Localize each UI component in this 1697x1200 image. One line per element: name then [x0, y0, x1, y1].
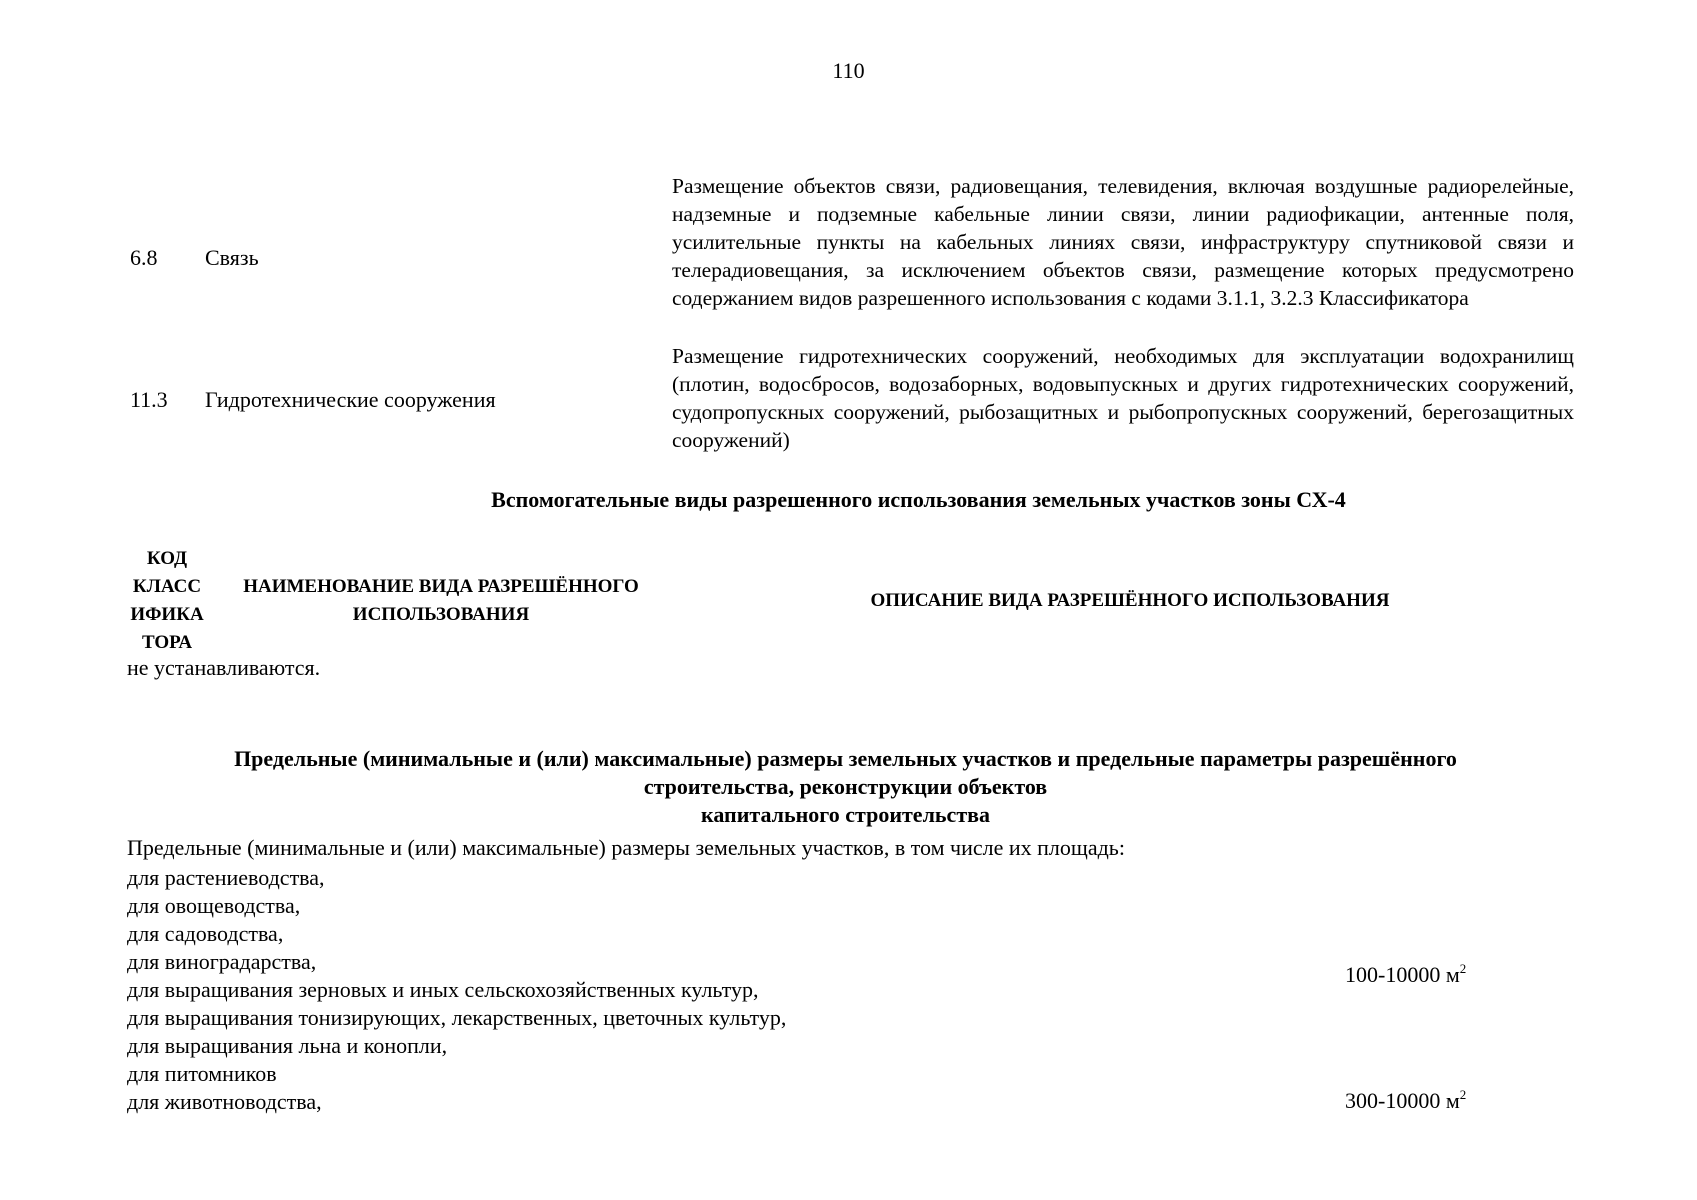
- list-item: для садоводства,: [127, 921, 284, 946]
- list-item: для виноградарства,: [127, 949, 317, 974]
- row-description: Размещение гидротехнических сооружений, необходимых для эксплуатации водохранилищ (плотин, водосбросов, водозаборных, водовыпускных и других гидротехнических сооружений, судопропускных сооружений, рыбозащитных и рыбопропускных сооружений, берегозащитных сооружений): [672, 344, 1574, 452]
- header-code-line: ТОРА: [141, 632, 193, 653]
- header-code-line: ИФИКА: [130, 604, 204, 625]
- plot-size-list: [127, 864, 786, 1116]
- aux-section-title: Вспомогательные виды разрешенного использования земельных участков зоны СХ-4: [491, 487, 1346, 512]
- limits-intro: Предельные (минимальные и (или) максимальные) размеры земельных участков, в том числе их площадь:: [127, 835, 1125, 860]
- row-name: Связь: [205, 245, 259, 270]
- header-description: ОПИСАНИЕ ВИДА РАЗРЕШЁННОГО ИСПОЛЬЗОВАНИЯ: [870, 590, 1390, 611]
- list-item: для выращивания зерновых и иных сельскохозяйственных культур,: [127, 977, 759, 1002]
- header-code: [118, 545, 216, 657]
- list-item: для выращивания тонизирующих, лекарственных, цветочных культур,: [127, 1005, 787, 1030]
- header-code-line: КОД: [146, 548, 188, 569]
- row-code: 6.8: [130, 245, 158, 270]
- header-name-line: НАИМЕНОВАНИЕ ВИДА РАЗРЕШЁННОГО: [243, 576, 639, 597]
- area-value-text: 100-10000 м: [1345, 962, 1460, 987]
- list-item: для овощеводства,: [127, 893, 301, 918]
- limits-title-line: Предельные (минимальные и (или) максимальные) размеры земельных участков и предельные параметры разрешённого: [234, 746, 1457, 771]
- row-code: 11.3: [130, 387, 168, 412]
- limits-title-line: капитального строительства: [700, 802, 991, 827]
- limits-title-line: строительства, реконструкции объектов: [643, 774, 1048, 799]
- list-item: для выращивания льна и конопли,: [127, 1033, 448, 1058]
- page-number: 110: [832, 58, 865, 83]
- aux-note: не устанавливаются.: [127, 655, 321, 680]
- header-name-line: ИСПОЛЬЗОВАНИЯ: [352, 604, 530, 625]
- header-code-line: КЛАСС: [132, 576, 202, 597]
- list-item: для растениеводства,: [127, 865, 325, 890]
- unit-superscript: 2: [1459, 961, 1467, 976]
- row-description: Размещение объектов связи, радиовещания, телевидения, включая воздушные радиорелейные, надземные и подземные кабельные линии связи, линии радиофикации, антенные поля, усилительные пункты на кабельных линиях связи, инфраструктуру спутниковой связи и телерадиовещания, за исключением объектов связи, размещение которых предусмотрено содержанием видов разрешенного использования с кодами 3.1.1, 3.2.3 Классификатора: [672, 174, 1574, 310]
- area-value: [1345, 962, 1466, 988]
- area-value-text: 300-10000 м: [1345, 1088, 1460, 1113]
- area-value: [1345, 1088, 1466, 1114]
- list-item: для питомников: [127, 1061, 277, 1086]
- limits-section-title: [0, 745, 1694, 829]
- unit-superscript: 2: [1459, 1087, 1467, 1102]
- row-name: Гидротехнические сооружения: [205, 387, 496, 412]
- list-item: для животноводства,: [127, 1089, 322, 1114]
- header-name: [236, 573, 646, 629]
